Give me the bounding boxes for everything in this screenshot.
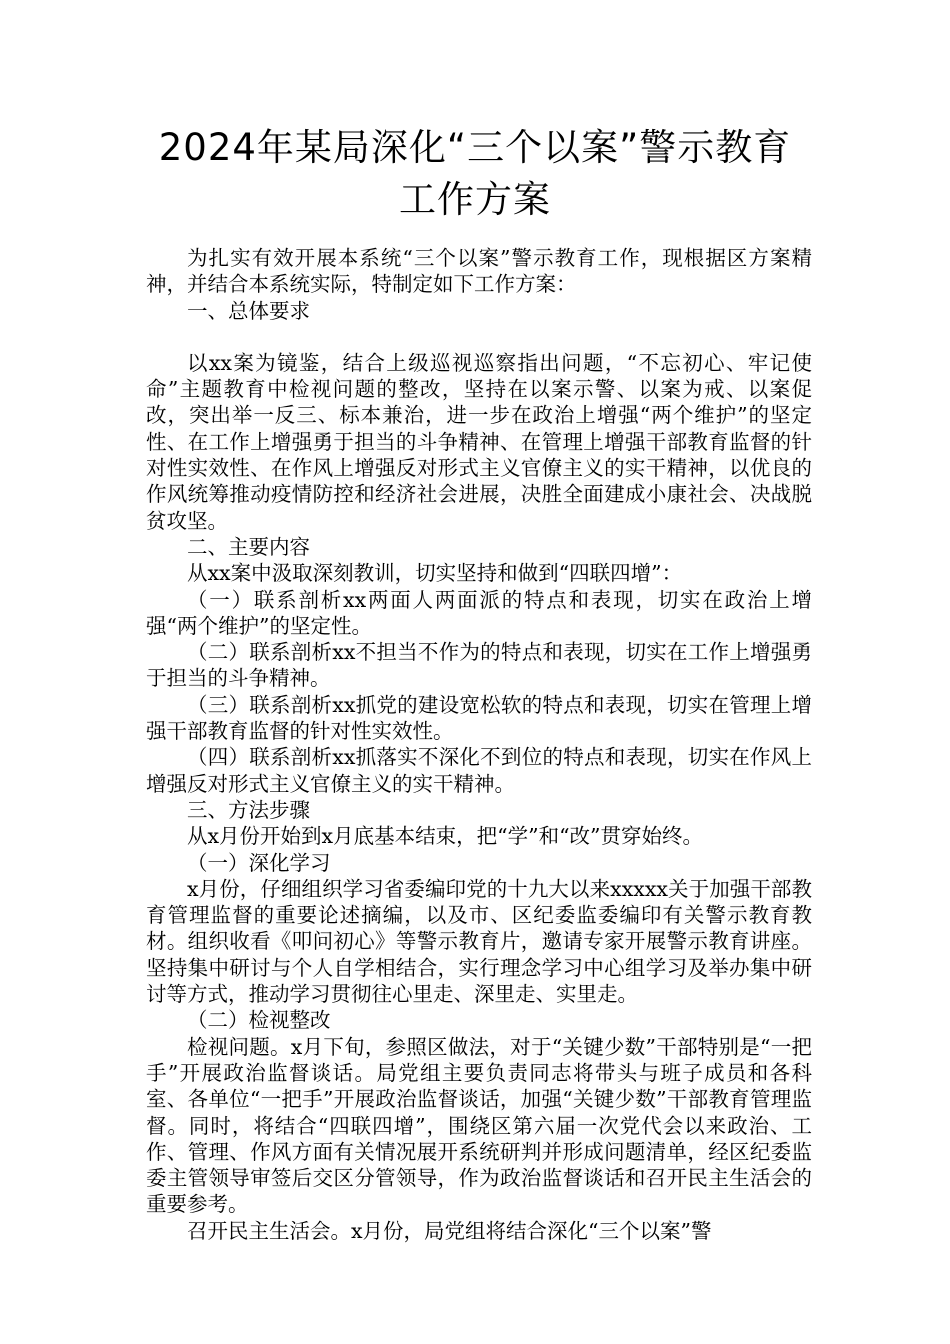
body-paragraph: 以xx案为镜鉴，结合上级巡视巡察指出问题，“不忘初心、牢记使命”主题教育中检视问题的整改，坚持在以案示警、以案为戒、以案促改，突出举一反三、标本兼治，进一步在政治上增强“两个维护”的坚定性、在工作上增强勇于担当的斗争精神、在管理上增强干部教育监督的针对性实效性、在作风上增强反对形式主义官僚主义的实干精神，以优良的作风统筹推动疫情防控和经济社会进展，决胜全面建成小康社会、决战脱贫攻坚。 <box>146 350 812 533</box>
body-paragraph: x月份，仔细组织学习省委编印党的十九大以来xxxxx关于加强干部教育管理监督的重要论述摘编，以及市、区纪委监委编印有关警示教育教材。组织收看《叩问初心》等警示教育片，邀请专家开展警示教育讲座。坚持集中研讨与个人自学相结合，实行理念学习中心组学习及举办集中研讨等方式，推动学习贯彻往心里走、深里走、实里走。 <box>146 876 812 1007</box>
title-line-2: 工作方案 <box>399 178 551 221</box>
section-heading-method-steps: 三、方法步骤 <box>187 797 310 822</box>
section-heading-main-content: 二、主要内容 <box>187 534 310 559</box>
document-body <box>146 245 812 1244</box>
subsection-heading: （一）深化学习 <box>187 850 331 875</box>
body-paragraph: 召开民主生活会。x月份，局党组将结合深化“三个以案”警 <box>187 1218 712 1243</box>
title-line-1: 2024年某局深化“三个以案”警示教育 <box>158 126 792 169</box>
document-title <box>100 122 850 226</box>
body-paragraph: 检视问题。x月下旬，参照区做法，对于“关键少数”干部特别是“一把手”开展政治监督谈话。局党组主要负责同志将带头与班子成员和各科室、各单位“一把手”开展政治监督谈话，加强“关键少数”干部教育管理监督。同时，将结合“四联四增”，围绕区第六届一次党代会以来政治、工作、管理、作风方面有关情况展开系统研判并形成问题清单，经区纪委监委主管领导审签后交区分管领导，作为政治监督谈话和召开民主生活会的重要参考。 <box>146 1034 812 1217</box>
intro-paragraph: 为扎实有效开展本系统“三个以案”警示教育工作，现根据区方案精神，并结合本系统实际，特制定如下工作方案： <box>146 246 812 297</box>
list-item: （二）联系剖析xx不担当不作为的特点和表现，切实在工作上增强勇于担当的斗争精神。 <box>146 640 812 691</box>
subsection-heading: （二）检视整改 <box>187 1008 331 1033</box>
body-paragraph: 从x月份开始到x月底基本结束，把“学”和“改”贯穿始终。 <box>187 824 704 849</box>
body-paragraph: 从xx案中汲取深刻教训，切实坚持和做到“四联四增”： <box>187 561 683 586</box>
section-heading-general-requirements: 一、总体要求 <box>187 298 310 323</box>
list-item: （一）联系剖析xx两面人两面派的特点和表现，切实在政治上增强“两个维护”的坚定性。 <box>146 587 812 638</box>
list-item: （四）联系剖析xx抓落实不深化不到位的特点和表现，切实在作风上增强反对形式主义官僚主义的实干精神。 <box>146 745 812 796</box>
list-item: （三）联系剖析xx抓党的建设宽松软的特点和表现，切实在管理上增强干部教育监督的针对性实效性。 <box>146 692 812 744</box>
